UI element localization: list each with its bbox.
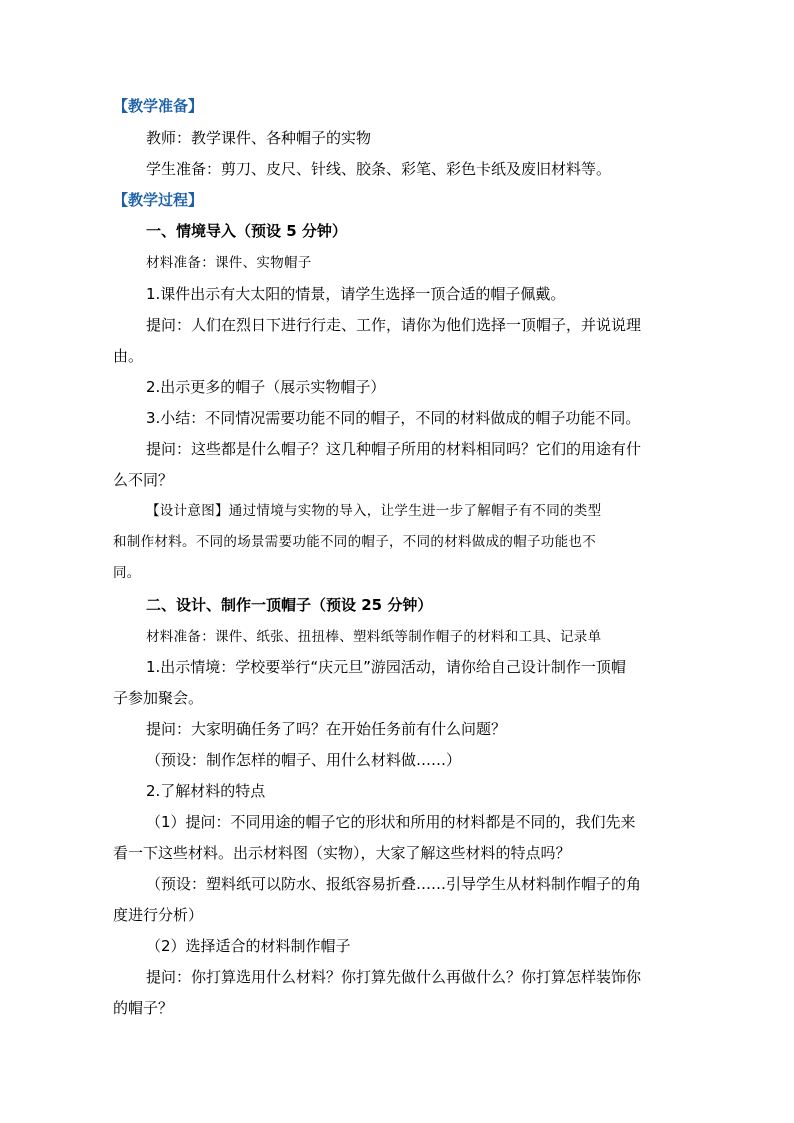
part2-title: 二、设计、制作一顶帽子（预设 25 分钟） bbox=[146, 596, 433, 614]
part2-preset1: （预设：制作怎样的帽子、用什么材料做……） bbox=[146, 751, 462, 769]
prep-heading: 【教学准备】 bbox=[113, 97, 204, 115]
part2-sub1-line2: 看一下这些材料。出示材料图（实物），大家了解这些材料的特点吗？ bbox=[113, 844, 571, 862]
part1-title: 一、情境导入（预设 5 分钟） bbox=[146, 222, 347, 240]
part1-item2: 2.出示更多的帽子（展示实物帽子） bbox=[146, 378, 386, 396]
part1-item3: 3.小结：不同情况需要功能不同的帽子，不同的材料做成的帽子功能不同。 bbox=[146, 409, 641, 427]
part1-question1-line2: 由。 bbox=[113, 347, 144, 365]
part2-sub1-line1: （1）提问：不同用途的帽子它的形状和所用的材料都是不同的，我们先来 bbox=[146, 813, 636, 831]
part1-question2-line2: 么不同？ bbox=[113, 471, 174, 489]
prep-student: 学生准备：剪刀、皮尺、针线、胶条、彩笔、彩色卡纸及废旧材料等。 bbox=[146, 160, 612, 178]
part2-item1-line1: 1.出示情境：学校要举行“庆元旦”游园活动，请你给自己设计制作一顶帽 bbox=[146, 658, 626, 676]
part2-sub2: （2）选择适合的材料制作帽子 bbox=[146, 937, 351, 955]
part1-question2-line1: 提问：这些都是什么帽子？这几种帽子所用的材料相同吗？它们的用途有什 bbox=[146, 440, 642, 458]
part2-question2-line1: 提问：你打算选用什么材料？你打算先做什么再做什么？你打算怎样装饰你 bbox=[146, 968, 642, 986]
prep-teacher: 教师：教学课件、各种帽子的实物 bbox=[146, 129, 372, 147]
part2-question1: 提问：大家明确任务了吗？在开始任务前有什么问题？ bbox=[146, 720, 507, 738]
part1-intent-line2: 和制作材料。不同的场景需要功能不同的帽子，不同的材料做成的帽子功能也不 bbox=[113, 534, 596, 550]
part1-materials: 材料准备：课件、实物帽子 bbox=[146, 255, 312, 271]
part1-intent-line1: 【设计意图】通过情境与实物的导入，让学生进一步了解帽子有不同的类型 bbox=[146, 503, 602, 519]
part2-preset2-line2: 度进行分析） bbox=[113, 906, 204, 924]
part2-preset2-line1: （预设：塑料纸可以防水、报纸容易折叠……引导学生从材料制作帽子的角 bbox=[146, 875, 642, 893]
part2-materials: 材料准备：课件、纸张、扭扭棒、塑料纸等制作帽子的材料和工具、记录单 bbox=[146, 629, 602, 645]
part2-item2: 2.了解材料的特点 bbox=[146, 782, 266, 800]
process-heading: 【教学过程】 bbox=[113, 191, 204, 209]
part1-question1-line1: 提问：人们在烈日下进行行走、工作，请你为他们选择一顶帽子，并说说理 bbox=[146, 316, 642, 334]
part1-item1: 1.课件出示有大太阳的情景，请学生选择一顶合适的帽子佩戴。 bbox=[146, 285, 566, 303]
part1-intent-line3: 同。 bbox=[113, 565, 141, 581]
part2-question2-line2: 的帽子？ bbox=[113, 999, 174, 1017]
part2-item1-line2: 子参加聚会。 bbox=[113, 689, 204, 707]
